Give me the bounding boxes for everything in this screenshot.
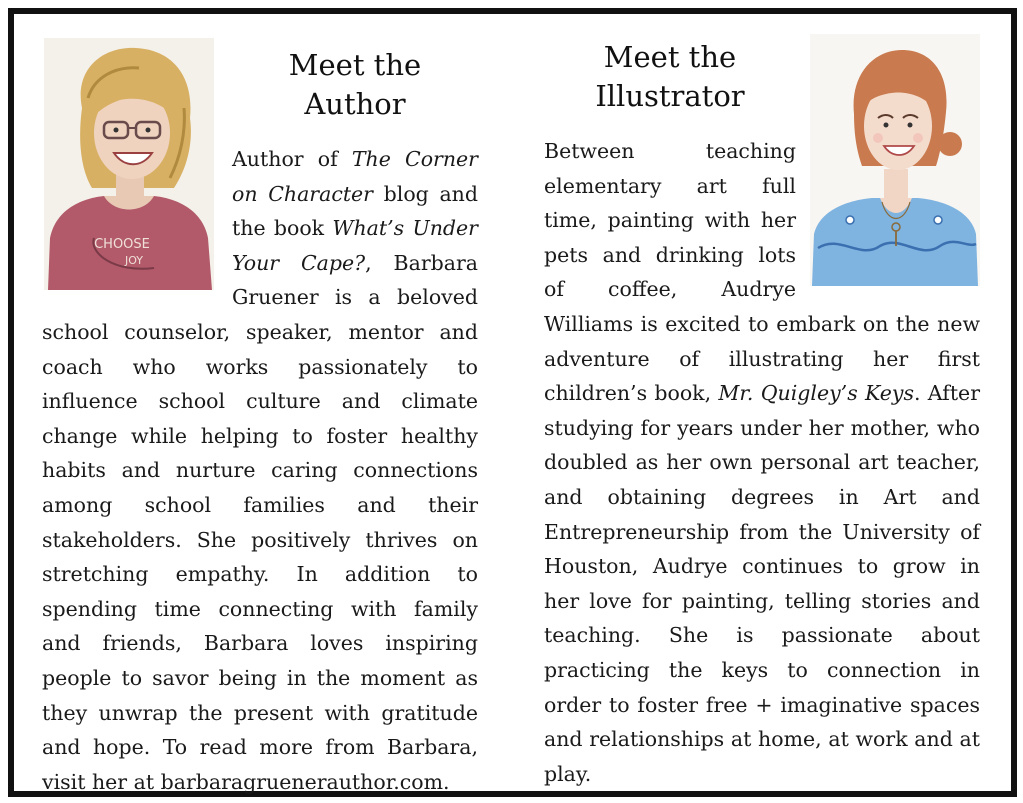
author-book-title: What’s Under Your Cape? <box>232 216 478 275</box>
author-bio-part-1: Author of <box>232 147 352 171</box>
illustrator-portrait <box>810 34 980 286</box>
author-portrait <box>44 38 214 290</box>
illustrator-heading-line-1: Meet the <box>603 40 737 74</box>
illustrator-heading-line-2: Illustrator <box>595 79 745 113</box>
illustrator-column <box>544 38 980 791</box>
bio-card <box>8 8 1017 797</box>
author-bio-part-2: blog and the book <box>232 181 478 241</box>
author-heading-line-1: Meet the <box>288 48 422 82</box>
author-column <box>42 38 478 799</box>
illustrator-bio-part-2: . After studying for years under her mother, who doubled as her own personal art teacher, and obtaining degrees in Art and Entrepreneurship from the University of Houston, Audrye continues to grow in her love for painting, telling stories and teaching. She is passionate about practicing the keys to connection in order to foster free + imaginative spaces and relationships at home, at work and at play. <box>544 381 980 786</box>
author-blog-title: The Corner on Character <box>232 147 478 206</box>
author-shirt-text-1: CHOOSE <box>94 237 150 252</box>
author-heading-line-2: Author <box>304 87 406 121</box>
illustrator-bio-part-1: Between teaching elementary art full time, painting with her pets and drinking lots of coffee, Audrye Williams is excited to embark on the new adventure of illustrating her first children’s book, <box>544 139 980 406</box>
author-bio-part-3: , Barbara Gruener is a beloved school counselor, speaker, mentor and coach who works passionately to influence school culture and climate change while helping to foster healthy habits and nurture caring connections among school families and their stakeholders. She positively thrives on stretching empathy. In addition to spending time connecting with family and friends, Barbara loves inspiring people to savor being in the moment as they unwrap the present with gratitude and hope. To read more from Barbara, visit her at barbaragruenerauthor.com. <box>42 250 478 794</box>
illustrator-book-title: Mr. Quigley’s Keys <box>718 381 914 406</box>
author-shirt-text-2: JOY <box>124 254 144 267</box>
